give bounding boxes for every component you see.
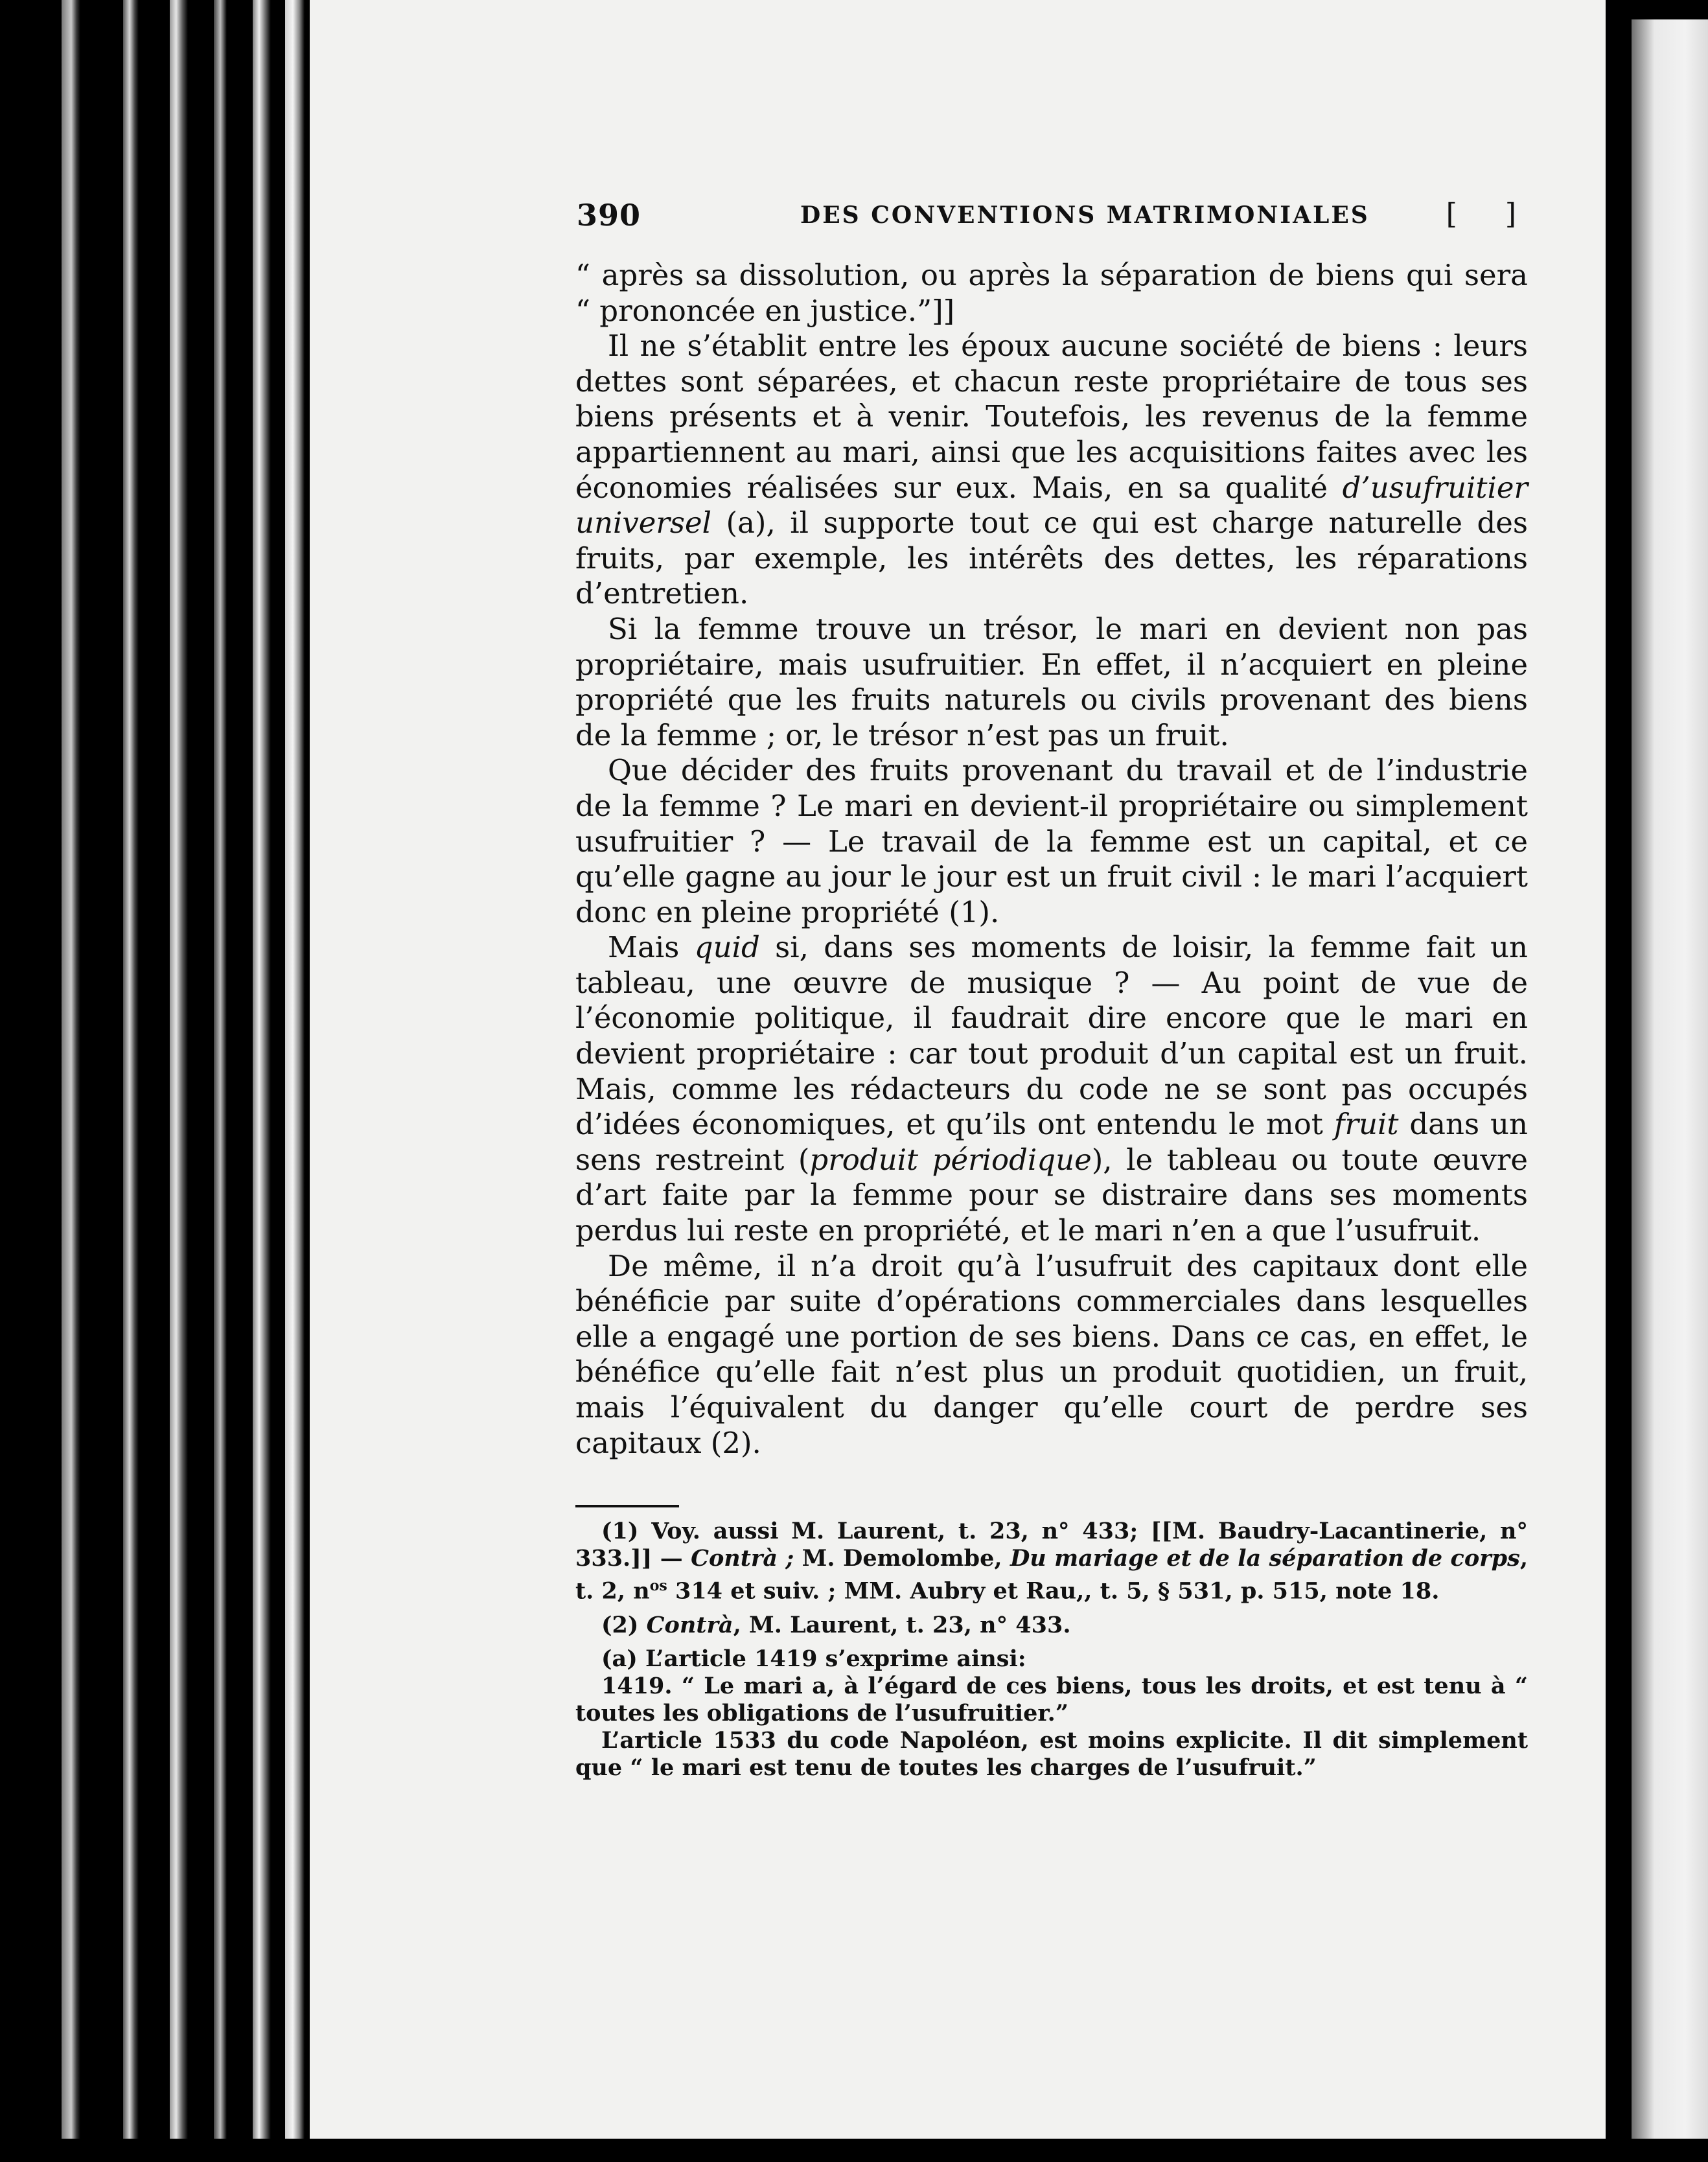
footnote-a-article-1533: L’article 1533 du code Napoléon, est moins explicite. Il dit simplement que “ le mari est tenu de toutes les charges de l’usufruit.” xyxy=(575,1726,1528,1781)
paragraph-5: Mais quid si, dans ses moments de loisir, la femme fait un tableau, une œuvre de musique ? — Au point de vue de l’économie politique, il faudrait dire encore que le mari en devient propriétaire : car tout produit d’un capital est un fruit. Mais, comme les rédacteurs du code ne se sont pas occupés d’idées économiques, et qu’ils ont entendu le mot fruit dans un sens restreint (produit périodique), le tableau ou toute œuvre d’art faite par la femme pour se distraire dans ses moments perdus lui reste en propriété, et le mari n’en a que l’usufruit. xyxy=(575,930,1529,1248)
right-dark-edge xyxy=(1606,0,1632,2162)
page-number: 390 xyxy=(577,198,641,233)
footnote-separator xyxy=(575,1505,679,1507)
paragraph-3: Si la femme trouve un trésor, le mari en devient non pas propriétaire, mais usufruitier. En effet, il n’acquiert en pleine propriété que les fruits naturels ou civils provenant des biens de la femme ; or, le trésor n’est pas un fruit. xyxy=(575,611,1528,752)
footnote-2: (2) Contrà, M. Laurent, t. 23, n° 433. xyxy=(601,1611,1071,1638)
paragraph-4: Que décider des fruits provenant du travail et de l’industrie de la femme ? Le mari en devient-il propriétaire ou simplement usufruitier ? — Le travail de la femme est un capital, et ce qu’elle gagne au jour le jour est un fruit civil : le mari l’acquiert donc en pleine propriété (1). xyxy=(575,753,1528,929)
facing-page-edge xyxy=(1632,19,1708,2162)
book-binding-gutter xyxy=(0,0,311,2162)
paragraph-2: Il ne s’établit entre les époux aucune société de biens : leurs dettes sont séparées, et chacun reste propriétaire de tous ses biens présents et à venir. Toutefois, les revenus de la femme appartiennent au mari, ainsi que les acquisitions faites avec les économies réalisées sur eux. Mais, en sa qualité d’usufruitier universel (a), il supporte tout ce qui est charge naturelle des fruits, par exemple, les intérêts des dettes, les réparations d’entretien. xyxy=(575,329,1528,611)
paragraph-continuation: “ après sa dissolution, ou après la séparation de biens qui sera “ prononcée en justice.”]] xyxy=(575,258,1528,328)
running-header xyxy=(577,198,1536,237)
footnote-a-article-1419: 1419. “ Le mari a, à l’égard de ces biens, tous les droits, et est tenu à “ toutes les obligations de l’usufruitier.” xyxy=(575,1672,1528,1726)
header-brackets: [ ] xyxy=(1446,198,1536,231)
main-text xyxy=(575,258,1528,1461)
paragraph-6: De même, il n’a droit qu’à l’usufruit des capitaux dont elle bénéficie par suite d’opérations commerciales dans lesquelles elle a engagé une portion de ses biens. Dans ce cas, en effet, le bénéfice qu’elle fait n’est plus un produit quotidien, un fruit, mais l’équivalent du danger qu’elle court de perdre ses capitaux (2). xyxy=(575,1248,1528,1460)
footnotes xyxy=(575,1518,1528,1782)
running-title: DES CONVENTIONS MATRIMONIALES xyxy=(800,202,1370,229)
footnote-1: (1) Voy. aussi M. Laurent, t. 23, n° 433; [[M. Baudry-Lacantinerie, n° 333.]] — Contrà ; M. Demolombe, Du mariage et de la séparation de corps, t. 2, $n^{os}$ 314 et suiv. ; MM. Aubry et Rau,, t. 5, § 531, p. 515, note 18. xyxy=(575,1518,1528,1605)
footnote-a-intro: (a) L’article 1419 s’exprime ainsi: xyxy=(601,1645,1026,1672)
bottom-dark-edge xyxy=(0,2139,1708,2162)
